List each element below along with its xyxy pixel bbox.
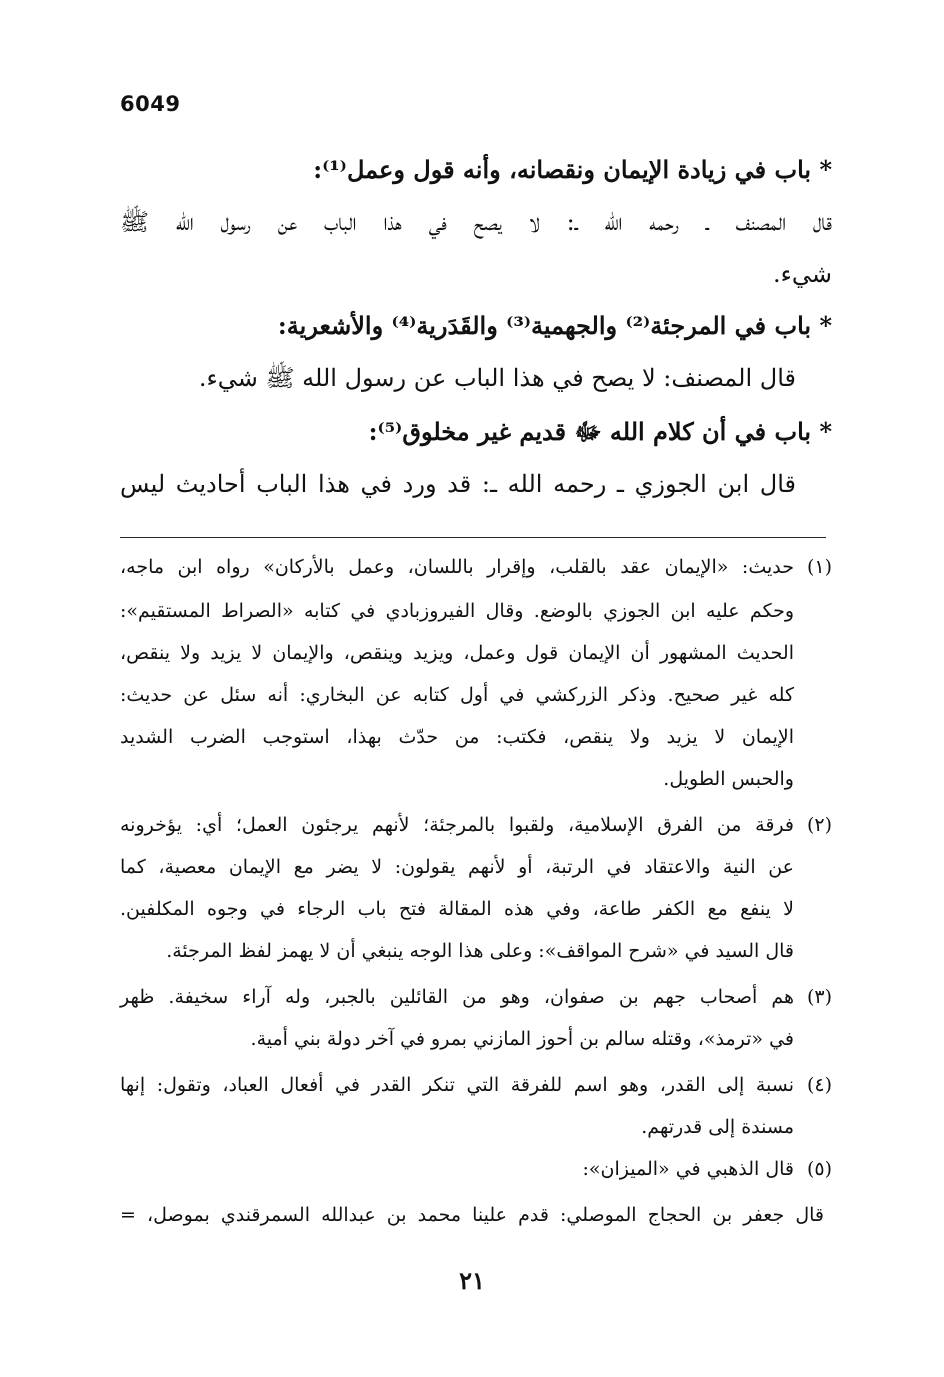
footnote-number: (٣) (806, 986, 832, 1008)
footnote-line: في «ترمذ»، وقتله سالم بن أحوز المازني بمرو في آخر دولة بني أمية. (250, 1028, 794, 1050)
body-line: قال المصنف: لا يصح في هذا الباب عن رسول الله ﷺ شيء. (198, 364, 796, 392)
footnote-line: وحكم عليه ابن الجوزي بالوضع. وقال الفيروزبادي في كتابه «الصراط المستقيم»: (120, 600, 794, 622)
page-number-bottom: ٢١ (459, 1266, 485, 1295)
chapter-heading-sects: * باب في المرجئة⁽²⁾ والجهمية⁽³⁾ والقَدَرية⁽⁴⁾ والأشعرية: (277, 311, 832, 340)
footnote-line: هم أصحاب جهم بن صفوان، وهو من القائلين بالجبر، وله آراء سخيفة. ظهر (120, 986, 794, 1008)
footnote-number: (١) (806, 556, 832, 578)
footnote-line: لا ينفع مع الكفر طاعة، وفي هذه المقالة فتح باب الرجاء في وجوه المكلفين. (120, 898, 794, 920)
footnote-line: عن النية والاعتقاد في الرتبة، أو لأنهم يقولون: لا يضر مع الإيمان معصية، كما (120, 856, 794, 878)
chapter-heading-iman: * باب في زيادة الإيمان ونقصانه، وأنه قول وعمل⁽¹⁾: (313, 155, 832, 184)
footnote-line: نسبة إلى القدر، وهو اسم للفرقة التي تنكر القدر في أفعال العباد، وتقول: إنها (120, 1074, 794, 1096)
footnote-line: الحديث المشهور أن الإيمان قول وعمل، ويزيد وينقص، والإيمان لا يزيد ولا ينقص، (120, 642, 794, 664)
footnote-line: والحبس الطويل. (663, 768, 794, 790)
body-line: شيء. (772, 260, 832, 288)
page-number-top: 6049 (120, 92, 181, 116)
footnote-number: (٤) (806, 1074, 832, 1096)
footnote-line: حديث: «الإيمان عقد بالقلب، وإقرار باللسان، وعمل بالأركان» رواه ابن ماجه، (120, 556, 794, 578)
body-line: قال ابن الجوزي ـ رحمه الله ـ: قد ورد في هذا الباب أحاديث ليس (120, 470, 796, 498)
footnote-line: كله غير صحيح. وذكر الزركشي في أول كتابه عن البخاري: أنه سئل عن حديث: (120, 684, 794, 706)
footnote-line: قال السيد في «شرح المواقف»: وعلى هذا الوجه ينبغي أن لا يهمز لفظ المرجئة. (166, 940, 794, 962)
footnote-line: الإيمان لا يزيد ولا ينقص، فكتب: من حدّث بهذا، استوجب الضرب الشديد (120, 726, 794, 748)
footnote-number: (٥) (806, 1158, 832, 1180)
footnote-line: مسندة إلى قدرتهم. (641, 1116, 794, 1138)
body-line: قال المصنف ـ رحمه الله ـ: لا يصح في هذا الباب عن رسول الله ﷺ (120, 208, 832, 236)
footnote-separator (120, 537, 826, 538)
chapter-heading-kalam: * باب في أن كلام الله ﷻ قديم غير مخلوق⁽⁵⁾: (368, 417, 832, 446)
footnote-number: (٢) (806, 814, 832, 836)
footnote-line: قال جعفر بن الحجاج الموصلي: قدم علينا محمد بن عبدالله السمرقندي بموصل، = (120, 1204, 824, 1226)
footnote-line: فرقة من الفرق الإسلامية، ولقبوا بالمرجئة؛ لأنهم يرجئون العمل؛ أي: يؤخرونه (120, 814, 794, 836)
footnote-line: قال الذهبي في «الميزان»: (582, 1158, 794, 1180)
